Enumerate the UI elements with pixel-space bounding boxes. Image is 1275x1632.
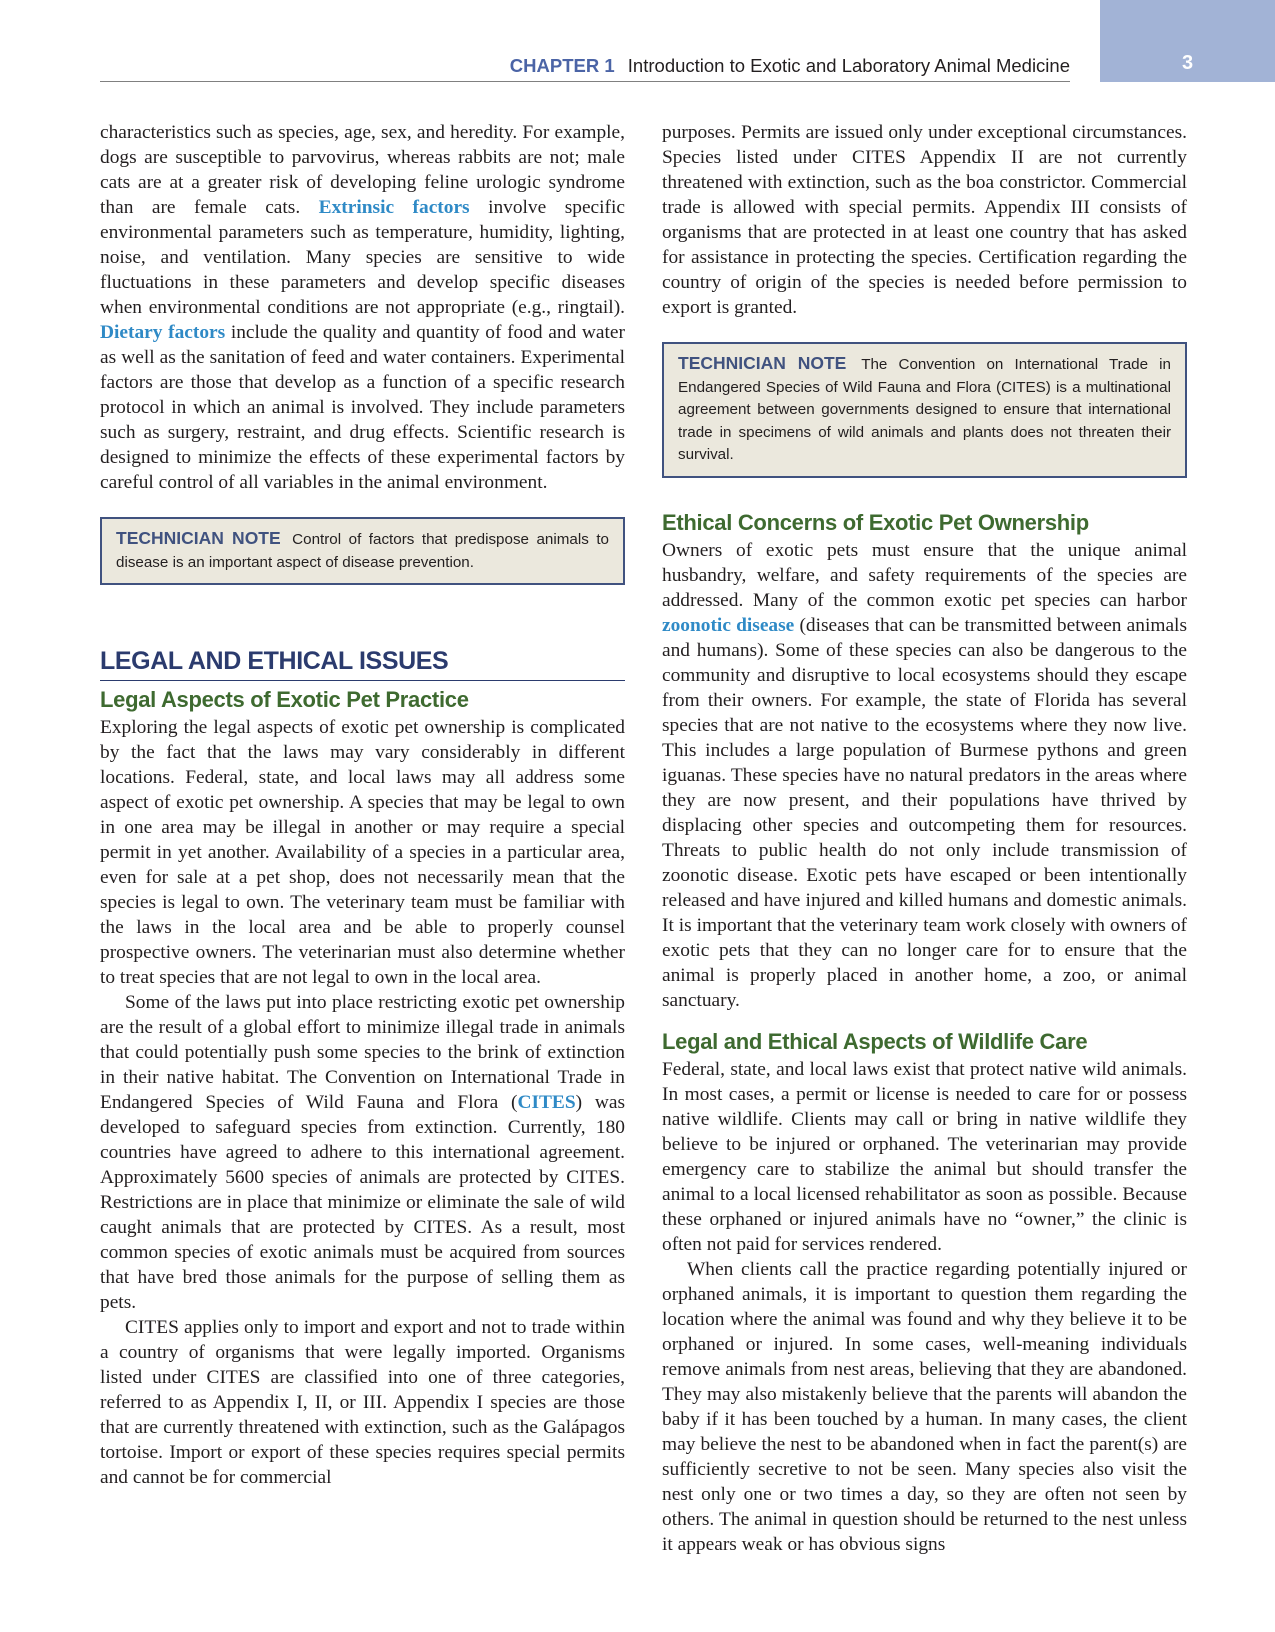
paragraph-wildlife-calls: When clients call the practice regarding potentially injured or orphaned animals, it is important to question them regarding the location where the animal was found and why they believe it to be orphaned or injured. In some cases, well-meaning individuals remove animals from nest areas, believing that they are abandoned. They may also mistakenly believe that the parents will abandon the baby if it has been touched by a human. In many cases, the client may believe the nest to be abandoned when in fact the parent(s) are sufficiently secretive to not be seen. Many species also visit the nest only one or two times a day, so they are often not seen by others. The animal in question should be returned to the nest unless it appears weak or has obvious signs — [662, 1258, 1187, 1555]
term-dietary-factors: Dietary factors — [100, 322, 226, 343]
paragraph-wildlife-laws: Federal, state, and local laws exist that protect native wild animals. In most cases, a permit or license is needed to care for or possess native wildlife. Clients may call or bring in native wildlife they believe to be injured or orphaned. The veterinarian may provide emergency care to stabilize the animal but should transfer the animal to a local licensed rehabilitator as soon as possible. Because these orphaned or injured animals have no “owner,” the clinic is often not paid for services rendered. — [662, 1058, 1187, 1255]
text-run: ) was developed to safeguard species from extinction. Currently, 180 countries have agreed to adhere to this international agreement. Approximately 5600 species of animals are protected by CITES. Restrictions are in place that minimize or eliminate the sale of wild caught animals that are protected by CITES. As a result, most common species of exotic animals must be acquired from sources that have bred those animals for the purpose of selling them as pets. — [100, 1092, 625, 1313]
running-header — [100, 52, 1070, 82]
heading-ethical-concerns: Ethical Concerns of Exotic Pet Ownership — [662, 509, 1089, 535]
page-number-tab — [1100, 0, 1275, 82]
technician-note-text: Control of factors that predispose animals to disease is an important aspect of disease prevention. — [116, 531, 609, 571]
term-zoonotic-disease: zoonotic disease — [662, 614, 795, 636]
subheading-legal-aspects: Legal Aspects of Exotic Pet Practice — [100, 687, 469, 712]
heading-wildlife-care: Legal and Ethical Aspects of Wildlife Care — [662, 1028, 1088, 1054]
technician-note-label: TECHNICIAN NOTE — [678, 353, 847, 373]
text-run: Some of the laws put into place restricting exotic pet ownership are the result of a global effort to minimize illegal trade in animals that could potentially push some species to the brink of extinction in their native habitat. The Convention on International Trade in Endangered Species of Wild Fauna and Flora ( — [100, 992, 625, 1113]
chapter-label: CHAPTER 1 — [509, 55, 615, 76]
term-cites: CITES — [517, 1092, 576, 1113]
technician-note-label: TECHNICIAN NOTE — [116, 528, 281, 548]
right-column — [662, 120, 1187, 1557]
technician-note-box — [100, 517, 625, 585]
left-column — [100, 120, 625, 1490]
section-heading: LEGAL AND ETHICAL ISSUES — [100, 647, 625, 681]
text-run: characteristics such as species, age, sex, and heredity. For example, dogs are susceptible to parvovirus, whereas rabbits are not; male cats are at a greater risk of developing feline urologic syndrome than are female cats. — [100, 122, 625, 218]
paragraph-permits: purposes. Permits are issued only under exceptional circumstances. Species listed under CITES Appendix II are not currently threatened with extinction, such as the boa constrictor. Commercial trade is allowed with special permits. Appendix III consists of organisms that are protected in at least one country that has asked for assistance in protecting the species. Certification regarding the country of origin of the species is needed before permission to export is granted. — [662, 122, 1187, 318]
text-run: involve specific environmental parameters such as temperature, humidity, lighting, noise, and ventilation. Many species are sensitive to wide fluctuations in these parameters and develop specific diseases when environmental conditions are not appropriate (e.g., ringtail). — [100, 197, 625, 318]
paragraph-legal-aspects: Exploring the legal aspects of exotic pet ownership is complicated by the fact that the laws may vary considerably in different locations. Federal, state, and local laws may all address some aspect of exotic pet ownership. A species that may be legal to own in one area may be illegal in another or may require a special permit in yet another. Availability of a species in a particular area, even for sale at a pet shop, does not necessarily mean that the species is legal to own. The veterinary team must be familiar with the laws in the local area and be able to properly counsel prospective owners. The veterinarian must also determine whether to treat species that are not legal to own in the local area. — [100, 717, 625, 988]
text-run: include the quality and quantity of food and water as well as the sanitation of feed and water containers. Experimental factors are those that develop as a function of a specific research protocol in which an animal is involved. They include parameters such as surgery, restraint, and drug effects. Scientific research is designed to minimize the effects of these experimental factors by careful control of all variables in the animal environment. — [100, 322, 625, 493]
paragraph-ethical-concerns — [662, 538, 1187, 1013]
header-text — [510, 55, 1070, 77]
paragraph-cites-appendix: CITES applies only to import and export and not to trade within a country of organisms that were legally imported. Organisms listed under CITES are classified into one of three categories, referred to as Appendix I, II, or III. Appendix I species are those that are currently threatened with extinction, such as the Galápagos tortoise. Import or export of these species requires special permits and cannot be for commercial — [100, 1317, 625, 1488]
chapter-title: Introduction to Exotic and Laboratory Animal Medicine — [627, 55, 1070, 76]
paragraph-factors — [100, 120, 625, 495]
technician-note-box — [662, 342, 1187, 478]
paragraph-cites-origin — [100, 990, 625, 1315]
term-extrinsic-factors: Extrinsic factors — [318, 197, 470, 218]
text-run: (diseases that can be transmitted between animals and humans). Some of these species can also be dangerous to the community and disruptive to local ecosystems should they escape from their owners. For example, the state of Florida has several species that are not native to the ecosystems where they now live. This includes a large population of Burmese pythons and green iguanas. These species have no natural predators in the areas where they are now present, and their populations have thrived by displacing other species and outcompeting them for resources. Threats to public health do not only include transmission of zoonotic disease. Exotic pets have escaped or been intentionally released and have injured and killed humans and domestic animals. It is important that the veterinary team work closely with owners of exotic pets that they can no longer care for to ensure that the animal is properly placed in another home, a zoo, or animal sanctuary. — [662, 614, 1187, 1011]
page-number: 3 — [1181, 52, 1194, 74]
text-run: Owners of exotic pets must ensure that the unique animal husbandry, welfare, and safety requirements of the species are addressed. Many of the common exotic pet species can harbor — [662, 539, 1187, 611]
technician-note-text: The Convention on International Trade in Endangered Species of Wild Fauna and Flora (CITES) is a multinational agreement between governments designed to ensure that international trade in specimens of wild animals and plants does not threaten their survival. — [678, 356, 1172, 463]
